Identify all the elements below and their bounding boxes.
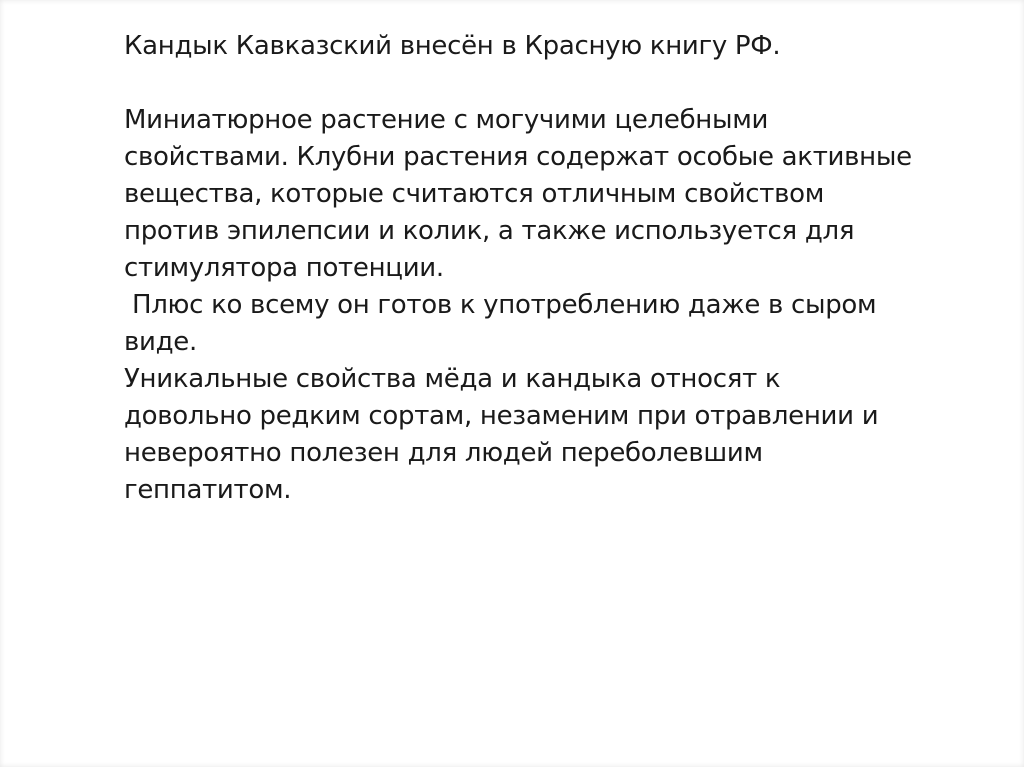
slide-title: Кандык Кавказский внесён в Красную книгу РФ. — [124, 31, 781, 61]
slide-text-block — [124, 28, 924, 509]
text-line: геппатитом. — [124, 475, 292, 505]
text-line: против эпилепсии и колик, а также используется для — [124, 216, 855, 246]
text-line: виде. — [124, 327, 197, 357]
text-line: Уникальные свойства мёда и кандыка относят к — [124, 364, 781, 394]
blank-line — [124, 65, 924, 102]
text-line: стимулятора потенции. — [124, 253, 444, 283]
text-line: довольно редким сортам, незаменим при отравлении и — [124, 401, 879, 431]
text-line: Миниатюрное растение с могучими целебными — [124, 105, 769, 135]
text-line: невероятно полезен для людей переболевшим — [124, 438, 763, 468]
text-line: вещества, которые считаются отличным свойством — [124, 179, 825, 209]
text-line: свойствами. Клубни растения содержат особые активные — [124, 142, 912, 172]
text-line: Плюс ко всему он готов к употреблению даже в сыром — [124, 290, 877, 320]
